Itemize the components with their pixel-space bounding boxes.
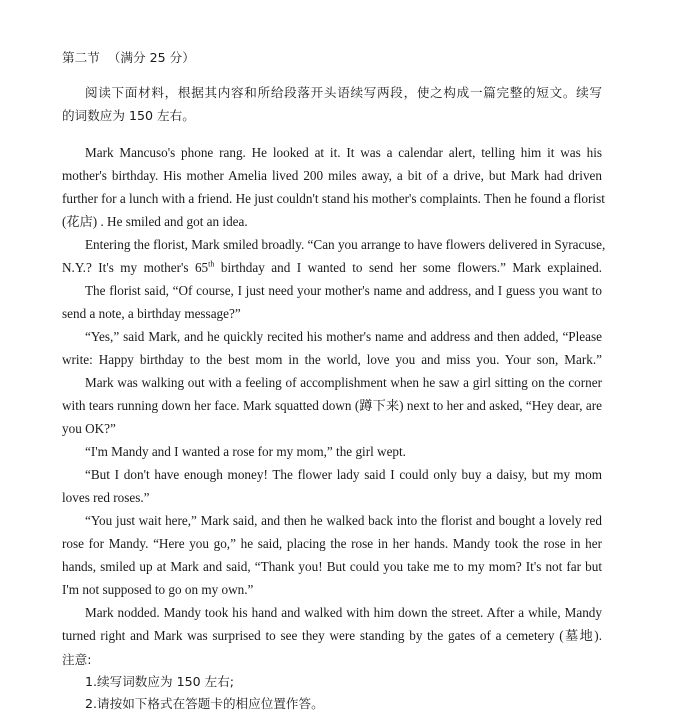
story-line: further for a lunch with a friend. He just couldn't stand his mother's complaints. Then he found a florist <box>62 191 605 206</box>
story-line: The florist said, “Of course, I just need your mother's name and address, and I guess you want to <box>85 283 602 298</box>
story-line: send a note, a birthday message?” <box>62 306 241 321</box>
story-line: Mark nodded. Mandy took his hand and walked with him down the street. After a while, Mandy <box>85 605 602 620</box>
story-line: “You just wait here,” Mark said, and then he walked back into the florist and bought a lovely red <box>85 513 602 528</box>
story-line: turned right and Mark was surprised to see they were standing by the gates of a cemetery (墓地). <box>62 628 602 643</box>
story-text-segment: N.Y.? It's my mother's 65 <box>62 260 209 275</box>
story-line <box>62 258 602 278</box>
story-line: “I'm Mandy and I wanted a rose for my mom,” the girl wept. <box>85 444 406 459</box>
story-line: rose for Mandy. “Here you go,” he said, placing the rose in her hands. Mandy took the rose in her <box>62 536 602 551</box>
notes-item-1: 1.续写词数应为 150 左右; <box>85 674 235 689</box>
ordinal-superscript: th <box>208 259 215 269</box>
story-line: I'm not supposed to go on my own.” <box>62 582 254 597</box>
instruction-line-2: 的词数应为 150 左右。 <box>62 108 195 123</box>
story-line: Mark was walking out with a feeling of accomplishment when he saw a girl sitting on the corner <box>85 375 602 390</box>
notes-title: 注意: <box>62 652 92 667</box>
section-title: 第二节 <box>62 50 100 65</box>
story-line: “But I don't have enough money! The flower lady said I could only buy a daisy, but my mom <box>85 467 602 482</box>
story-line: with tears running down her face. Mark squatted down (蹲下来) next to her and asked, “Hey dear, are <box>62 398 602 413</box>
notes-item-2: 2.请按如下格式在答题卡的相应位置作答。 <box>85 696 324 711</box>
story-line: (花店) . He smiled and got an idea. <box>62 214 248 229</box>
story-line: you OK?” <box>62 421 116 436</box>
story-line: “Yes,” said Mark, and he quickly recited his mother's name and address and then added, “Please <box>85 329 602 344</box>
section-header <box>62 48 602 68</box>
section-score: （满分 25 分） <box>107 50 195 65</box>
story-text-segment: birthday and I wanted to send her some flowers.” Mark explained. <box>214 260 602 275</box>
story-line: write: Happy birthday to the best mom in the world, love you and miss you. Your son, Mark.” <box>62 352 602 367</box>
story-line: Entering the florist, Mark smiled broadly. “Can you arrange to have flowers delivered in Syracuse, <box>85 237 606 252</box>
story-line: Mark Mancuso's phone rang. He looked at it. It was a calendar alert, telling him it was his <box>85 145 602 160</box>
instruction-line-1: 阅读下面材料，根据其内容和所给段落开头语续写两段，使之构成一篇完整的短文。续写 <box>85 85 602 100</box>
story-line: hands, smiled up at Mark and said, “Thank you! But could you take me to my mom? It's not far but <box>62 559 602 574</box>
story-line: loves red roses.” <box>62 490 150 505</box>
story-line: mother's birthday. His mother Amelia lived 200 miles away, a bit of a drive, but Mark had driven <box>62 168 602 183</box>
